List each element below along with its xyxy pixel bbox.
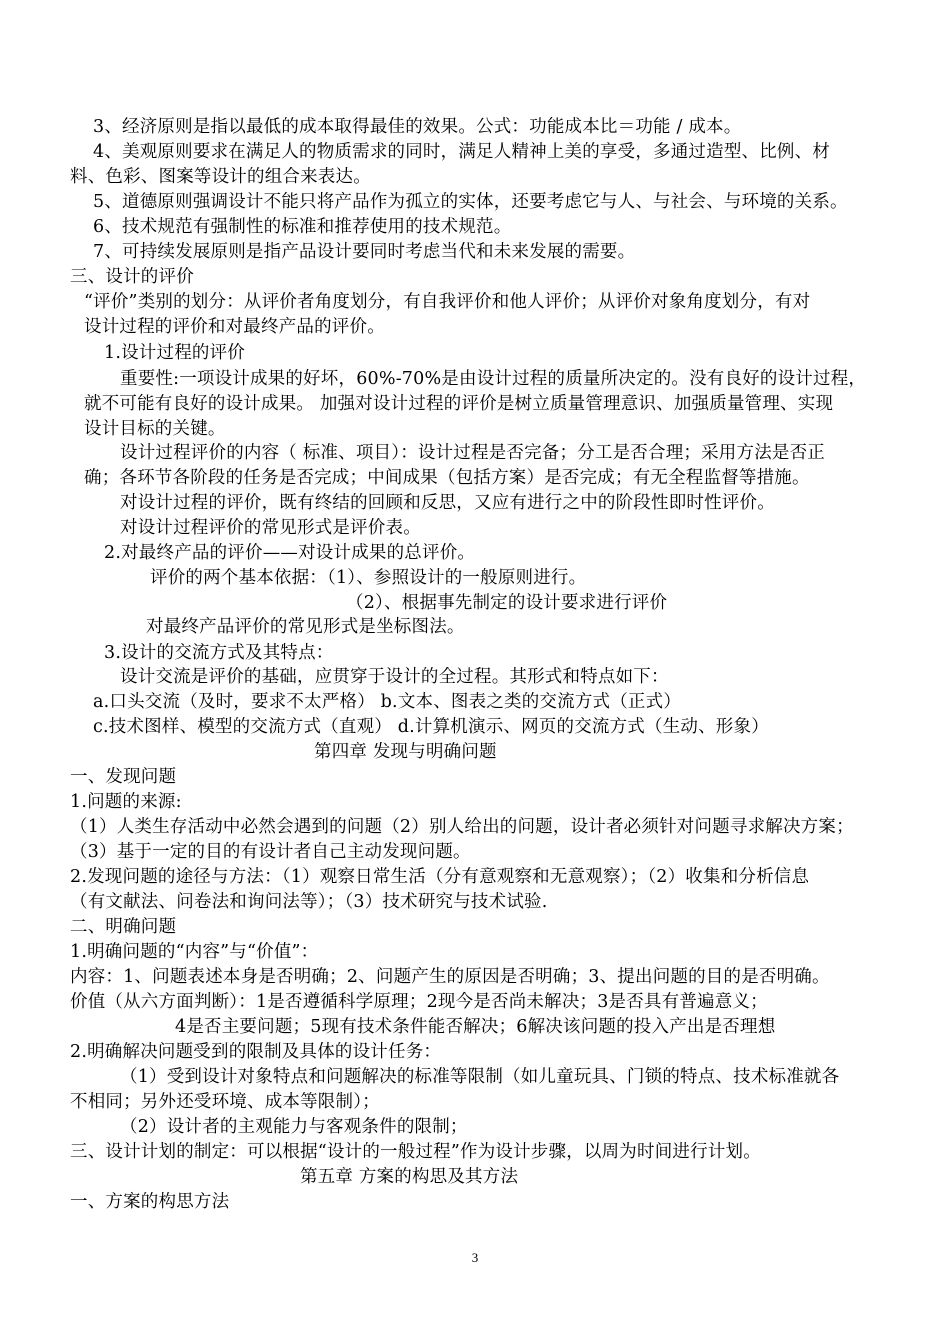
text-line: （有文献法、问卷法和询问法等）；（3）技术研究与技术试验. bbox=[70, 892, 548, 912]
text-line: （2）、根据事先制定的设计要求进行评价 bbox=[346, 593, 668, 613]
section-heading: 一、发现问题 bbox=[70, 767, 177, 787]
chapter-heading: 第五章 方案的构思及其方法 bbox=[300, 1167, 519, 1187]
text-line: 价值（从六方面判断）：1是否遵循科学原理；2现今是否尚未解决；3是否具有普遍意义； bbox=[70, 992, 768, 1012]
section-heading: 三、设计计划的制定：可以根据“设计的一般过程”作为设计步骤，以周为时间进行计划。 bbox=[70, 1142, 761, 1162]
subsection-heading: 1.明确问题的“内容”与“价值”： bbox=[70, 942, 319, 962]
text-line: 设计交流是评价的基础，应贯穿于设计的全过程。其形式和特点如下： bbox=[120, 667, 669, 687]
section-heading: 三、设计的评价 bbox=[70, 267, 194, 287]
subsection-heading: 1.设计过程的评价 bbox=[104, 343, 245, 363]
section-heading: 一、方案的构思方法 bbox=[70, 1192, 230, 1212]
text-line: a.口头交流（及时，要求不太严格） b.文本、图表之类的交流方式（正式） bbox=[93, 692, 682, 712]
text-line: 料、色彩、图案等设计的组合来表达。 bbox=[70, 167, 371, 187]
subsection-heading: 2.明确解决问题受到的限制及具体的设计任务： bbox=[70, 1042, 442, 1062]
subsection-heading: 2.对最终产品的评价——对设计成果的总评价。 bbox=[104, 543, 476, 563]
text-line: 5、道德原则强调设计不能只将产品作为孤立的实体，还要考虑它与人、与社会、与环境的关系。 bbox=[93, 192, 848, 212]
subsection-heading: 3.设计的交流方式及其特点： bbox=[104, 643, 334, 663]
text-line: 重要性:一项设计成果的好坏，60%-70%是由设计过程的质量所决定的。没有良好的设计过程， bbox=[120, 369, 867, 389]
chapter-heading: 第四章 发现与明确问题 bbox=[314, 742, 497, 762]
text-line: 对最终产品评价的常见形式是坐标图法。 bbox=[146, 617, 465, 637]
text-line: 4是否主要问题；5现有技术条件能否解决；6解决该问题的投入产出是否理想 bbox=[175, 1017, 776, 1037]
text-line: （3）基于一定的目的有设计者自己主动发现问题。 bbox=[70, 842, 471, 862]
text-line: 就不可能有良好的设计成果。 加强对设计过程的评价是树立质量管理意识、加强质量管理、实现 bbox=[84, 394, 834, 414]
text-line: （2）设计者的主观能力与客观条件的限制； bbox=[120, 1117, 468, 1137]
text-line: 设计目标的关键。 bbox=[84, 419, 226, 439]
text-line: c.技术图样、模型的交流方式（直观） d.计算机演示、网页的交流方式（生动、形象） bbox=[93, 717, 769, 737]
section-heading: 二、明确问题 bbox=[70, 917, 177, 937]
text-line: （1）人类生存活动中必然会遇到的问题（2）别人给出的问题，设计者必须针对问题寻求解决方案； bbox=[70, 817, 854, 837]
text-line: 7、可持续发展原则是指产品设计要同时考虑当代和未来发展的需要。 bbox=[93, 242, 636, 262]
text-line: “评价”类别的划分：从评价者角度划分，有自我评价和他人评价；从评价对象角度划分，有对 bbox=[84, 292, 811, 312]
text-line: 确；各环节各阶段的任务是否完成；中间成果（包括方案）是否完成；有无全程监督等措施。 bbox=[84, 468, 810, 488]
text-line: 内容：1、问题表述本身是否明确；2、问题产生的原因是否明确；3、提出问题的目的是否明确。 bbox=[70, 967, 830, 987]
text-line: 评价的两个基本依据：（1）、参照设计的一般原则进行。 bbox=[150, 568, 587, 588]
text-line: （1）受到设计对象特点和问题解决的标准等限制（如儿童玩具、门锁的特点、技术标准就各 bbox=[120, 1067, 840, 1087]
text-line: 4、美观原则要求在满足人的物质需求的同时，满足人精神上美的享受，多通过造型、比例、材 bbox=[93, 142, 831, 162]
subsection-heading: 1.问题的来源: bbox=[70, 792, 182, 812]
text-line: 对设计过程评价的常见形式是评价表。 bbox=[120, 518, 421, 538]
text-line: 不相同；另外还受环境、成本等限制）； bbox=[70, 1092, 380, 1112]
text-line: 对设计过程的评价，既有终结的回顾和反思，又应有进行之中的阶段性即时性评价。 bbox=[120, 493, 775, 513]
text-line: 3、经济原则是指以最低的成本取得最佳的效果。公式：功能成本比＝功能 / 成本。 bbox=[93, 117, 742, 137]
text-line: 6、技术规范有强制性的标准和推荐使用的技术规范。 bbox=[93, 217, 512, 237]
text-line: 2.发现问题的途径与方法：（1）观察日常生活（分有意观察和无意观察）；（2）收集和分析信息 bbox=[70, 867, 810, 887]
text-line: 设计过程的评价和对最终产品的评价。 bbox=[84, 317, 385, 337]
page-number: 3 bbox=[471, 1250, 479, 1265]
text-line: 设计过程评价的内容（ 标准、项目）：设计过程是否完备；分工是否合理；采用方法是否正 bbox=[120, 443, 826, 463]
